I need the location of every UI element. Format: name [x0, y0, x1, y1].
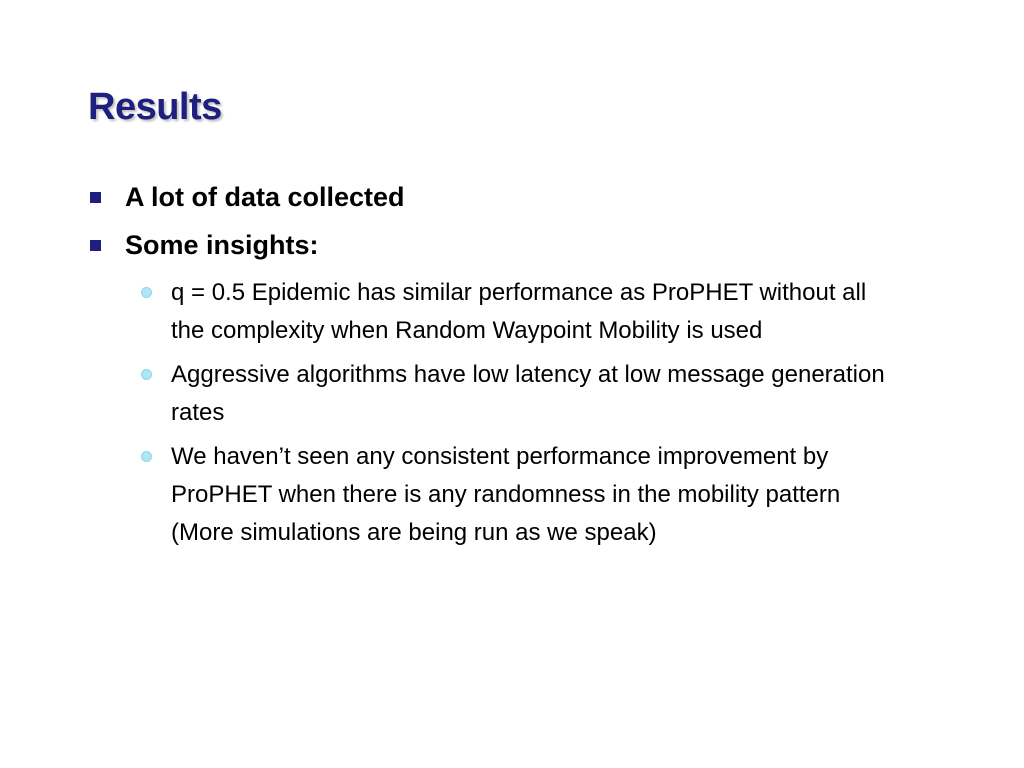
square-bullet-icon [90, 192, 101, 203]
bullet-item [88, 180, 948, 214]
sub-bullet-item [133, 274, 886, 350]
sub-bullet-item [133, 438, 886, 552]
bullet-text: A lot of data collected [125, 182, 405, 212]
sub-bullet-text: Aggressive algorithms have low latency at low message generation rates [171, 361, 885, 426]
sub-bullet-list [133, 274, 948, 552]
slide-title: Results [88, 86, 222, 128]
sub-bullet-text: We haven’t seen any consistent performance improvement by ProPHET when there is any randomness in the mobility pattern (More simulations are being run as we speak) [171, 443, 841, 546]
circle-bullet-icon [141, 369, 152, 380]
bullet-item [88, 228, 948, 552]
circle-bullet-icon [141, 287, 152, 298]
bullet-text: Some insights: [125, 230, 319, 260]
sub-bullet-text: q = 0.5 Epidemic has similar performance as ProPHET without all the complexity when Random Waypoint Mobility is used [171, 279, 867, 344]
sub-bullet-item [133, 356, 886, 432]
square-bullet-icon [90, 240, 101, 251]
circle-bullet-icon [141, 451, 152, 462]
bullet-list [88, 180, 948, 566]
